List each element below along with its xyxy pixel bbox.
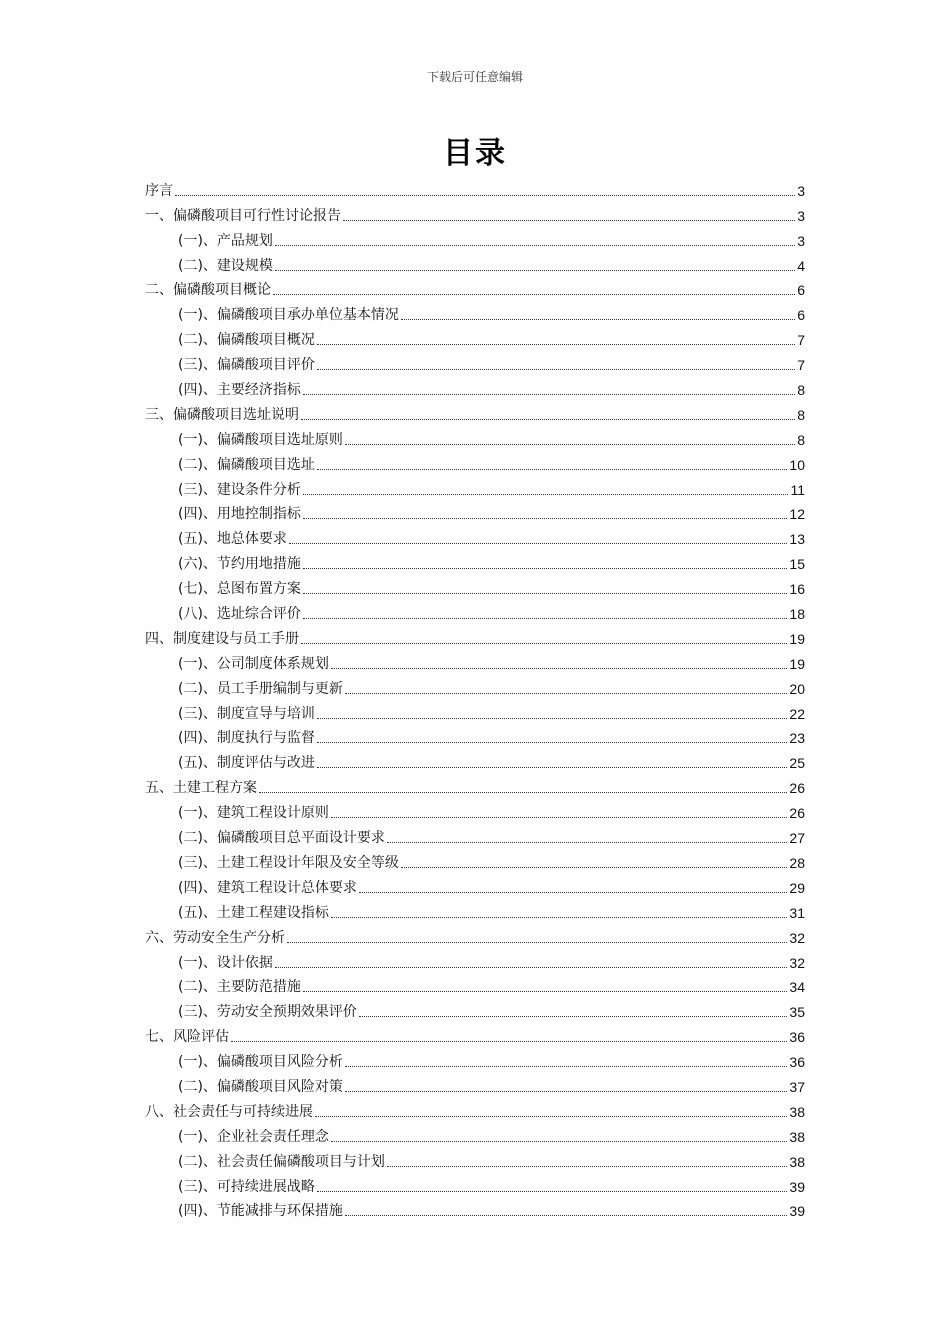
toc-page-number: 3: [797, 207, 805, 224]
toc-subentry[interactable]: [145, 474, 805, 499]
dot-leader: [401, 318, 795, 320]
dot-leader: [275, 269, 795, 271]
dot-leader: [231, 1040, 787, 1042]
table-of-contents: [145, 175, 805, 1220]
toc-entry-label: (二)、社会责任偏磷酸项目与计划: [178, 1153, 385, 1170]
toc-entry-label: (五)、制度评估与改进: [178, 755, 315, 772]
toc-subentry[interactable]: [145, 747, 805, 772]
dot-leader: [317, 766, 787, 768]
toc-entry-label: (四)、制度执行与监督: [178, 730, 315, 747]
toc-entry-label: (二)、偏磷酸项目风险对策: [178, 1078, 343, 1095]
toc-entry-label: (一)、偏磷酸项目风险分析: [178, 1054, 343, 1071]
toc-subentry[interactable]: [145, 1171, 805, 1196]
toc-subentry[interactable]: [145, 499, 805, 524]
toc-subentry[interactable]: [145, 449, 805, 474]
toc-subentry[interactable]: [145, 797, 805, 822]
toc-subentry[interactable]: [145, 1146, 805, 1171]
toc-entry-label: 一、偏磷酸项目可行性讨论报告: [145, 207, 341, 224]
toc-entry-label: (三)、可持续进展战略: [178, 1178, 315, 1195]
toc-subentry[interactable]: [145, 897, 805, 922]
toc-entry-label: 五、土建工程方案: [145, 780, 257, 797]
toc-subentry[interactable]: [145, 1046, 805, 1071]
toc-page-number: 37: [789, 1078, 805, 1095]
dot-leader: [345, 1065, 787, 1067]
dot-leader: [303, 393, 795, 395]
toc-subentry[interactable]: [145, 598, 805, 623]
toc-subentry[interactable]: [145, 1071, 805, 1096]
toc-page-number: 36: [789, 1029, 805, 1046]
dot-leader: [301, 418, 795, 420]
dot-leader: [303, 990, 787, 992]
header-note: 下载后可任意编辑: [426, 70, 523, 84]
toc-entry[interactable]: [145, 922, 805, 947]
dot-leader: [303, 617, 787, 619]
toc-entry-label: (四)、建筑工程设计总体要求: [178, 879, 357, 896]
dot-leader: [287, 941, 787, 943]
dot-leader: [331, 816, 787, 818]
toc-page-number: 4: [797, 257, 805, 274]
toc-entry-label: (一)、公司制度体系规划: [178, 655, 329, 672]
toc-page-number: 8: [797, 431, 805, 448]
toc-page-number: 3: [797, 232, 805, 249]
toc-page-number: 23: [789, 730, 805, 747]
toc-page-number: 6: [797, 282, 805, 299]
toc-subentry[interactable]: [145, 723, 805, 748]
toc-entry-label: (七)、总图布置方案: [178, 581, 301, 598]
toc-page-number: 3: [797, 182, 805, 199]
toc-entry-label: (一)、偏磷酸项目承办单位基本情况: [178, 307, 399, 324]
toc-page-number: 36: [789, 1054, 805, 1071]
dot-leader: [317, 717, 787, 719]
dot-leader: [359, 1015, 787, 1017]
dot-leader: [303, 517, 787, 519]
dot-leader: [259, 791, 787, 793]
toc-page-number: 20: [789, 680, 805, 697]
toc-page-number: 31: [789, 904, 805, 921]
toc-subentry[interactable]: [145, 548, 805, 573]
toc-page-number: 12: [789, 506, 805, 523]
dot-leader: [345, 1090, 787, 1092]
toc-entry-label: (三)、偏磷酸项目评价: [178, 357, 315, 374]
toc-subentry[interactable]: [145, 648, 805, 673]
toc-entry-label: (二)、偏磷酸项目总平面设计要求: [178, 830, 385, 847]
dot-leader: [331, 916, 787, 918]
dot-leader: [273, 293, 795, 295]
toc-page-number: 13: [789, 531, 805, 548]
toc-page-number: 32: [789, 929, 805, 946]
toc-entry-label: (四)、用地控制指标: [178, 506, 301, 523]
toc-page-number: 32: [789, 954, 805, 971]
toc-page-number: 39: [789, 1178, 805, 1195]
toc-subentry[interactable]: [145, 972, 805, 997]
toc-subentry[interactable]: [145, 1121, 805, 1146]
toc-page-number: 39: [789, 1203, 805, 1220]
dot-leader: [301, 642, 787, 644]
toc-entry-label: 八、社会责任与可持续进展: [145, 1103, 313, 1120]
toc-subentry[interactable]: [145, 847, 805, 872]
toc-entry-label: (一)、产品规划: [178, 232, 273, 249]
toc-subentry[interactable]: [145, 424, 805, 449]
toc-entry-label: (四)、主要经济指标: [178, 382, 301, 399]
toc-page-number: 34: [789, 979, 805, 996]
toc-subentry[interactable]: [145, 374, 805, 399]
toc-entry[interactable]: [145, 175, 805, 200]
toc-entry-label: (一)、偏磷酸项目选址原则: [178, 431, 343, 448]
toc-page-number: 26: [789, 780, 805, 797]
toc-title: 目录: [443, 136, 507, 171]
toc-entry[interactable]: [145, 399, 805, 424]
toc-subentry[interactable]: [145, 698, 805, 723]
toc-entry-label: 序言: [145, 182, 173, 199]
dot-leader: [317, 368, 795, 370]
toc-page-number: 26: [789, 805, 805, 822]
toc-entry-label: 七、风险评估: [145, 1029, 229, 1046]
toc-entry-label: (三)、劳动安全预期效果评价: [178, 1004, 357, 1021]
toc-page-number: 8: [797, 382, 805, 399]
toc-subentry[interactable]: [145, 250, 805, 275]
toc-page-number: 38: [789, 1128, 805, 1145]
toc-entry-label: (五)、地总体要求: [178, 531, 287, 548]
toc-page-number: 16: [789, 581, 805, 598]
toc-page-number: 15: [789, 556, 805, 573]
toc-page-number: 29: [789, 879, 805, 896]
toc-page-number: 18: [789, 606, 805, 623]
dot-leader: [317, 343, 795, 345]
toc-entry-label: (四)、节能减排与环保措施: [178, 1203, 343, 1220]
toc-subentry[interactable]: [145, 996, 805, 1021]
toc-page-number: 19: [789, 655, 805, 672]
dot-leader: [331, 667, 787, 669]
dot-leader: [315, 1115, 787, 1117]
dot-leader: [345, 692, 787, 694]
dot-leader: [345, 443, 795, 445]
toc-entry-label: (二)、偏磷酸项目概况: [178, 332, 315, 349]
toc-entry[interactable]: [145, 275, 805, 300]
toc-entry-label: (五)、土建工程建设指标: [178, 904, 329, 921]
dot-leader: [303, 592, 787, 594]
toc-subentry[interactable]: [145, 872, 805, 897]
toc-page-number: 38: [789, 1103, 805, 1120]
toc-entry-label: (一)、设计依据: [178, 954, 273, 971]
toc-entry[interactable]: [145, 1021, 805, 1046]
toc-page-number: 28: [789, 854, 805, 871]
dot-leader: [343, 219, 795, 221]
toc-entry-label: 六、劳动安全生产分析: [145, 929, 285, 946]
toc-entry-label: (三)、土建工程设计年限及安全等级: [178, 854, 399, 871]
toc-subentry[interactable]: [145, 947, 805, 972]
dot-leader: [331, 1140, 787, 1142]
toc-entry[interactable]: [145, 200, 805, 225]
toc-entry-label: (三)、制度宣导与培训: [178, 705, 315, 722]
toc-page-number: 27: [789, 830, 805, 847]
dot-leader: [387, 1165, 787, 1167]
toc-subentry[interactable]: [145, 573, 805, 598]
toc-entry[interactable]: [145, 772, 805, 797]
dot-leader: [317, 1190, 787, 1192]
toc-entry-label: (二)、偏磷酸项目选址: [178, 456, 315, 473]
dot-leader: [303, 567, 787, 569]
dot-leader: [317, 468, 787, 470]
toc-entry[interactable]: [145, 623, 805, 648]
toc-entry-label: (三)、建设条件分析: [178, 481, 301, 498]
toc-subentry[interactable]: [145, 324, 805, 349]
toc-subentry[interactable]: [145, 1196, 805, 1221]
dot-leader: [359, 891, 787, 893]
dot-leader: [317, 741, 787, 743]
toc-entry-label: (六)、节约用地措施: [178, 556, 301, 573]
toc-entry-label: 三、偏磷酸项目选址说明: [145, 406, 299, 423]
dot-leader: [175, 194, 795, 196]
toc-entry-label: (一)、企业社会责任理念: [178, 1128, 329, 1145]
toc-entry-label: (一)、建筑工程设计原则: [178, 805, 329, 822]
dot-leader: [387, 841, 787, 843]
toc-page-number: 7: [797, 357, 805, 374]
toc-page-number: 6: [797, 307, 805, 324]
toc-page-number: 25: [789, 755, 805, 772]
toc-page-number: 22: [789, 705, 805, 722]
toc-entry-label: (二)、员工手册编制与更新: [178, 680, 343, 697]
dot-leader: [303, 493, 789, 495]
toc-entry-label: (二)、建设规模: [178, 257, 273, 274]
toc-entry-label: 二、偏磷酸项目概论: [145, 282, 271, 299]
dot-leader: [345, 1214, 787, 1216]
dot-leader: [289, 542, 787, 544]
toc-page-number: 38: [789, 1153, 805, 1170]
toc-subentry[interactable]: [145, 822, 805, 847]
toc-page-number: 8: [797, 406, 805, 423]
toc-entry-label: 四、制度建设与员工手册: [145, 630, 299, 647]
toc-page-number: 10: [789, 456, 805, 473]
toc-page-number: 7: [797, 332, 805, 349]
toc-subentry[interactable]: [145, 523, 805, 548]
dot-leader: [275, 966, 787, 968]
dot-leader: [275, 244, 795, 246]
toc-subentry[interactable]: [145, 349, 805, 374]
toc-page-number: 19: [789, 630, 805, 647]
toc-page-number: 35: [789, 1004, 805, 1021]
toc-subentry[interactable]: [145, 673, 805, 698]
toc-entry-label: (二)、主要防范措施: [178, 979, 301, 996]
dot-leader: [401, 866, 787, 868]
toc-subentry[interactable]: [145, 225, 805, 250]
toc-entry-label: (八)、选址综合评价: [178, 606, 301, 623]
toc-page-number: 11: [790, 481, 805, 498]
toc-entry[interactable]: [145, 1096, 805, 1121]
toc-subentry[interactable]: [145, 299, 805, 324]
